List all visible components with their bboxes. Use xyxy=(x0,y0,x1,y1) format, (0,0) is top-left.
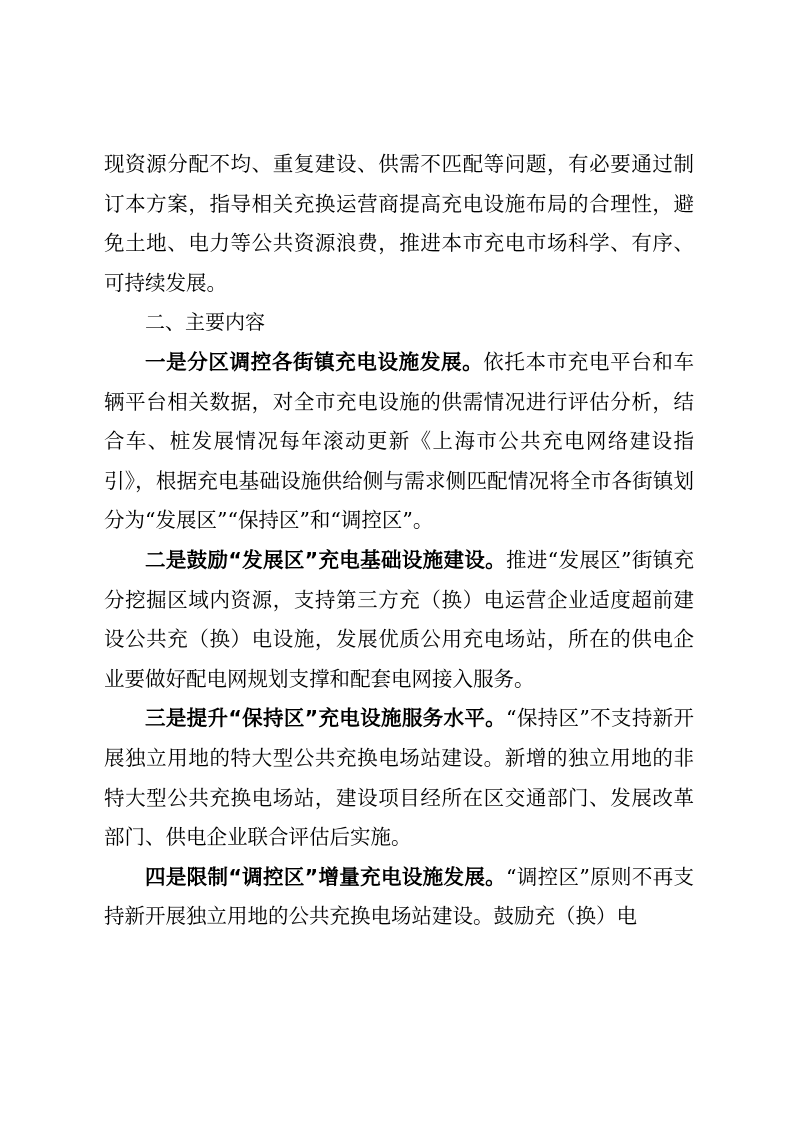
item-body: “保持区”不支持新开展独立用地的特大型公共充换电场站建设。新增的独立用地的非特大型公共充换电场站，建设项目经所在区交通部门、发展改革部门、供电企业联合评估后实施。 xyxy=(104,706,694,850)
paragraph-item-2 xyxy=(104,541,694,699)
item-lead: 二是鼓励“发展区”充电基础设施建设。 xyxy=(145,547,506,572)
item-lead: 四是限制“调控区”增量充电设施发展。 xyxy=(145,864,506,889)
item-body: 依托本市充电平台和车辆平台相关数据，对全市充电设施的供需情况进行评估分析，结合车、桩发展情况每年滚动更新《上海市公共充电网络建设指引》，根据充电基础设施供给侧与需求侧匹配情况将全市各街镇划分为“发展区”“保持区”和“调控区”。 xyxy=(104,349,695,533)
section-heading: 二、主要内容 xyxy=(145,310,265,335)
paragraph-item-1 xyxy=(104,343,694,541)
document-page xyxy=(104,145,694,937)
item-lead: 三是提升“保持区”充电设施服务水平。 xyxy=(145,706,506,731)
item-body: 推进“发展区”街镇充分挖掘区域内资源，支持第三方充（换）电运营企业适度超前建设公共充（换）电设施，发展优质公用充电场站，所在的供电企业要做好配电网规划支撑和配套电网接入服务。 xyxy=(104,547,694,691)
item-body: “调控区”原则不再支持新开展独立用地的公共充换电场站建设。鼓励充（换）电 xyxy=(104,864,694,929)
paragraph-item-3 xyxy=(104,699,694,857)
item-lead: 一是分区调控各街镇充电设施发展。 xyxy=(145,349,484,374)
paragraph-intro-continued: 现资源分配不均、重复建设、供需不匹配等问题，有必要通过制订本方案，指导相关充换运营商提高充电设施布局的合理性，避免土地、电力等公共资源浪费，推进本市充电市场科学、有序、可持续发展。 xyxy=(104,152,694,295)
paragraph-item-4 xyxy=(104,858,694,937)
